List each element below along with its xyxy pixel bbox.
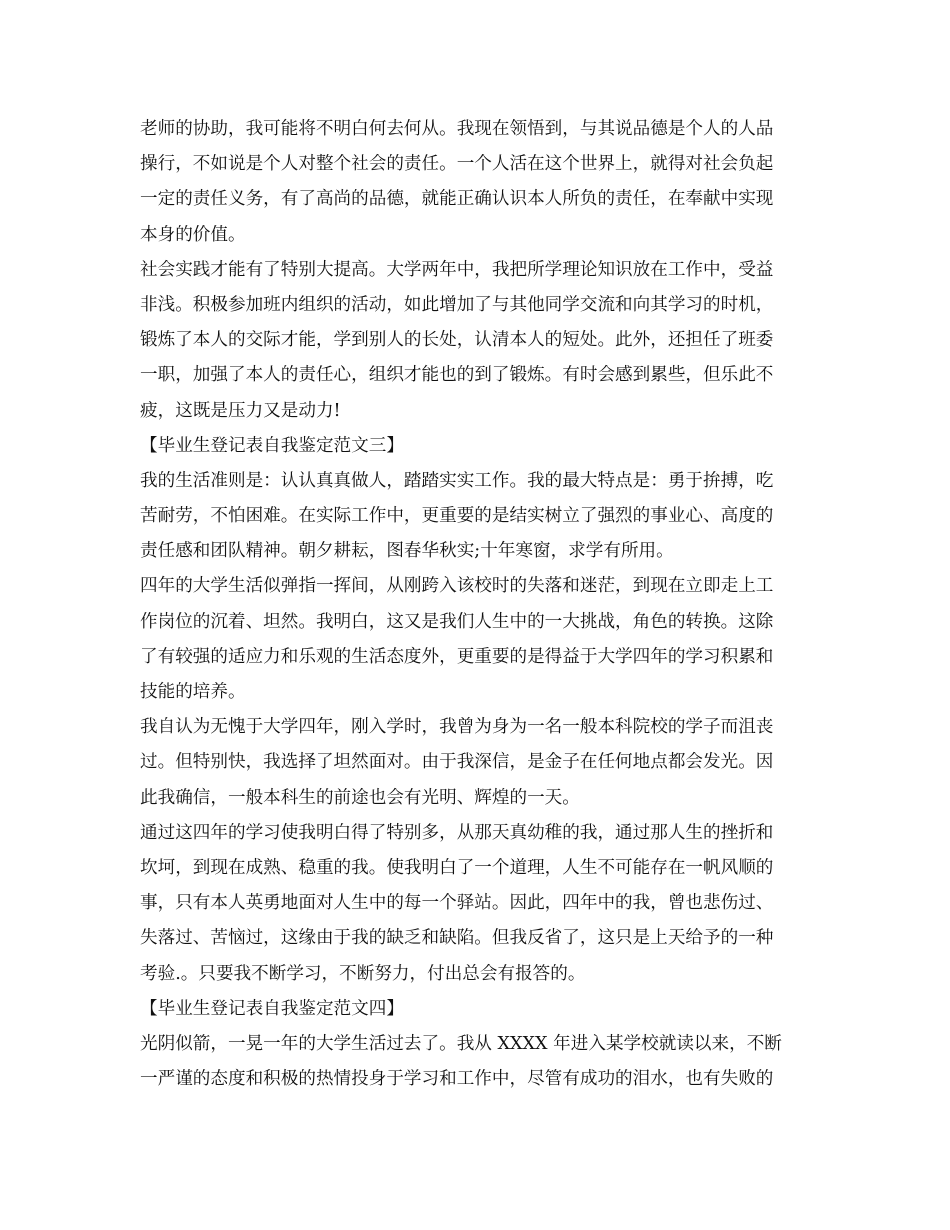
text-line: 考验.。只要我不断学习，不断努力，付出总会有报答的。 (140, 963, 586, 984)
text-line: 操行，不如说是个人对整个社会的责任。一个人活在这个世界上，就得对社会负起 (140, 154, 774, 175)
text-line: 一职，加强了本人的责任心，组织才能也的到了锻炼。有时会感到累些，但乐此不 (140, 365, 774, 386)
text-line: 非浅。积极参加班内组织的活动，如此增加了与其他同学交流和向其学习的时机， (140, 294, 774, 315)
text-line: 此我确信，一般本科生的前途也会有光明、辉煌的一天。 (140, 787, 580, 808)
text-line: 社会实践才能有了特别大提高。大学两年中，我把所学理论知识放在工作中，受益 (140, 259, 774, 280)
text-line: 了有较强的适应力和乐观的生活态度外，更重要的是得益于大学四年的学习积累和 (140, 646, 774, 667)
text-line: 技能的培养。 (140, 682, 246, 702)
text-line: 坎坷，到现在成熟、稳重的我。使我明白了一个道理，人生不可能存在一帆风顺的 (140, 857, 774, 878)
text-line: 过。但特别快，我选择了坦然面对。由于我深信，是金子在任何地点都会发光。因 (140, 752, 774, 773)
text-line: 光阴似箭，一晃一年的大学生活过去了。我从 XXXX 年进入某学校就读以来，不断 (140, 1033, 782, 1054)
text-line: 锻炼了本人的交际才能，学到别人的长处，认清本人的短处。此外，还担任了班委 (140, 330, 774, 351)
text-line: 我的生活准则是：认认真真做人，踏踏实实工作。我的最大特点是：勇于拚搏，吃 (140, 470, 774, 491)
text-line: 我自认为无愧于大学四年，刚入学时，我曾为身为一名一般本科院校的学子而沮丧 (140, 717, 774, 738)
text-line: 通过这四年的学习使我明白得了特别多，从那天真幼稚的我，通过那人生的挫折和 (140, 822, 774, 843)
text-line: 失落过、苦恼过，这缘由于我的缺乏和缺陷。但我反省了，这只是上天给予的一种 (140, 928, 774, 949)
text-line: 事，只有本人英勇地面对人生中的每一个驿站。因此，四年中的我，曾也悲伤过、 (140, 893, 774, 914)
text-line: 责任感和团队精神。朝夕耕耘，图春华秋实;十年寒窗，求学有所用。 (140, 541, 674, 562)
text-line: 四年的大学生活似弹指一挥间，从刚跨入该校时的失落和迷茫，到现在立即走上工 (140, 576, 774, 597)
section-heading: 【毕业生登记表自我鉴定范文三】 (140, 435, 404, 456)
document-body (140, 112, 820, 1097)
text-line: 作岗位的沉着、坦然。我明白，这又是我们人生中的一大挑战，角色的转换。这除 (140, 611, 774, 632)
text-line: 疲，这既是压力又是动力! (140, 400, 341, 421)
text-line: 本身的价值。 (140, 224, 246, 245)
text-line: 一定的责任义务，有了高尚的品德，就能正确认识本人所负的责任，在奉献中实现 (140, 189, 774, 210)
section-heading: 【毕业生登记表自我鉴定范文四】 (140, 998, 404, 1019)
text-line: 老师的协助，我可能将不明白何去何从。我现在领悟到，与其说品德是个人的人品 (140, 119, 774, 139)
text-line: 一严谨的态度和积极的热情投身于学习和工作中，尽管有成功的泪水，也有失败的 (140, 1069, 774, 1090)
text-line: 苦耐劳，不怕困难。在实际工作中，更重要的是结实树立了强烈的事业心、高度的 (140, 506, 774, 527)
